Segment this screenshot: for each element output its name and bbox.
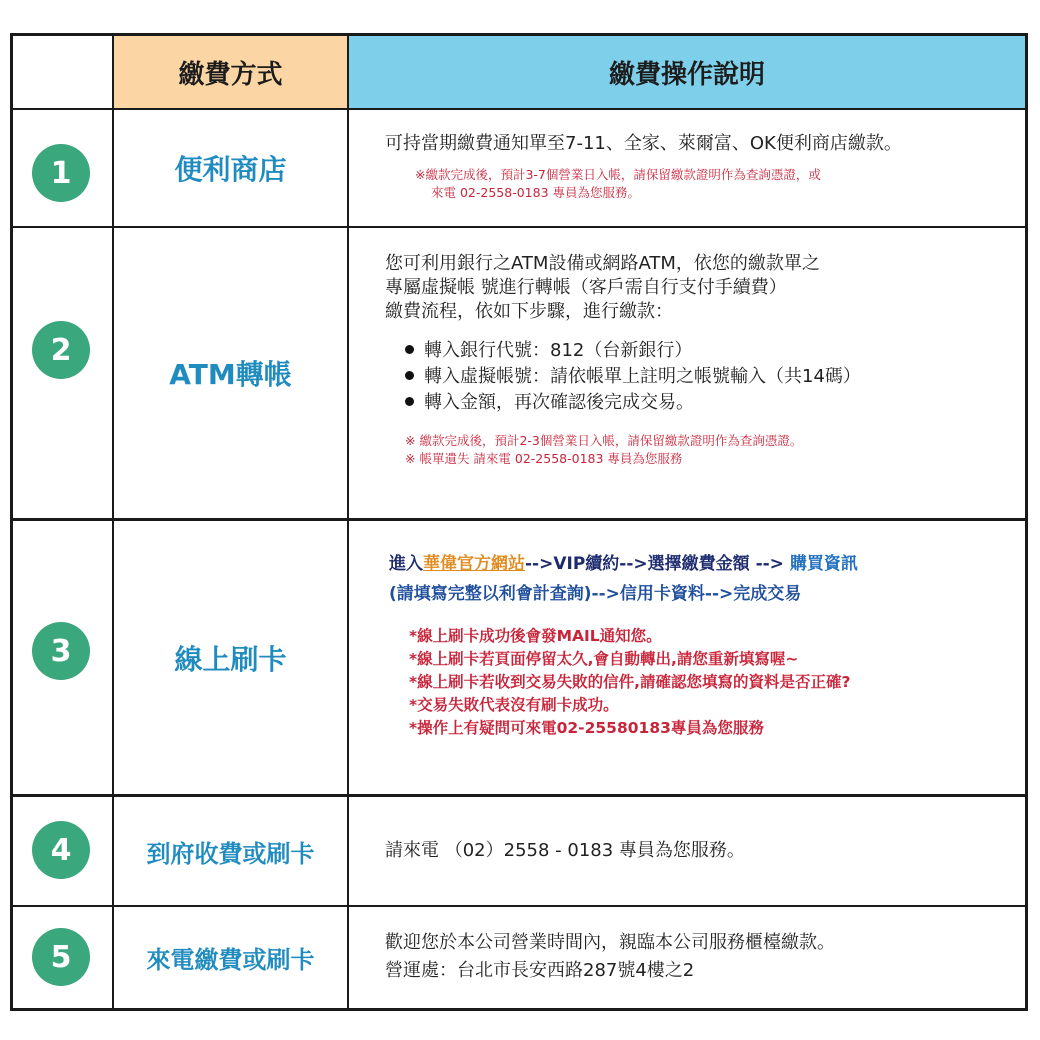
method-header [114,36,347,108]
bullet-item [405,390,1025,416]
description-cell [349,797,1025,905]
row-number-badge [32,622,90,680]
method-cell [114,228,347,518]
method-label: ATM轉帳 [169,358,292,391]
bullet-item [405,338,1025,364]
method-label: 到府收費或刷卡 [146,839,315,868]
row-number: 2 [50,332,72,368]
note-text: *線上刷卡若頁面停留太久,會自動轉出,請您重新填寫喔~ [409,650,799,668]
official-website-link[interactable]: 華偉官方網站 [423,554,525,574]
description-text: 請來電 （02）2558 - 0183 專員為您服務。 [385,840,745,861]
bullet-item [405,364,1025,390]
bullet-text: 轉入銀行代號：812（台新銀行） [424,340,693,361]
flow-text: 進入 [389,554,423,574]
online-flow-line [389,549,1025,579]
payment-table [10,33,1028,1011]
note-text: *線上刷卡若收到交易失敗的信件,請確認您填寫的資料是否正確? [409,673,851,691]
method-cell [114,110,347,226]
description-text: 營運處：台北市長安西路287號4樓之2 [385,960,695,981]
description-cell [349,228,1025,518]
flow-text: 購買資訊 [789,554,858,574]
method-cell [114,521,347,794]
bullet-dot [405,371,414,380]
row-number: 1 [50,155,72,191]
note-text: ※ 帳單遺失 請來電 02-2558-0183 專員為您服務 [405,451,683,466]
note-text: ※繳款完成後，預計3-7個營業日入帳，請保留繳款證明作為查詢憑證，或 [415,167,821,182]
description-text: 專屬虛擬帳 號進行轉帳（客戶需自行支付手續費） [385,277,787,298]
row-number-badge [32,144,90,202]
row-number-badge [32,928,90,986]
description-cell [349,110,1025,226]
method-cell [114,797,347,905]
row-number: 4 [50,832,72,868]
method-label: 便利商店 [174,153,287,186]
note-text: *線上刷卡成功後會發MAIL通知您。 [409,627,662,645]
note-text: *操作上有疑問可來電02-25580183專員為您服務 [409,719,764,737]
note-text: ※ 繳款完成後，預計2-3個營業日入帳，請保留繳款證明作為查詢憑證。 [405,433,803,448]
method-label: 來電繳費或刷卡 [146,946,315,974]
bullet-dot [405,345,414,354]
description-header-label: 繳費操作說明 [608,59,765,90]
description-text: 繳費流程，依如下步驟，進行繳款： [385,301,673,322]
description-cell [349,521,1025,794]
description-text: 可持當期繳費通知單至7-11、全家、萊爾富、OK便利商店繳款。 [385,133,902,154]
description-header [349,36,1025,108]
flow-text: -->VIP續約-->選擇繳費金額 --> [525,554,790,574]
method-header-label: 繳費方式 [178,59,283,90]
note-text: *交易失敗代表沒有刷卡成功。 [409,696,619,714]
description-text: 您可利用銀行之ATM設備或網路ATM，依您的繳款單之 [385,253,820,274]
method-label: 線上刷卡 [174,642,287,676]
row-number: 5 [50,939,72,975]
row-number-badge [32,321,90,379]
row-number-badge [32,821,90,879]
bullet-dot [405,397,414,406]
description-text: 歡迎您於本公司營業時間內，親臨本公司服務櫃檯繳款。 [385,932,835,953]
row-number: 3 [50,633,72,669]
note-text: 來電 02-2558-0183 專員為您服務。 [431,185,640,200]
description-cell [349,907,1025,1008]
online-flow-line: (請填寫完整以利會計查詢)-->信用卡資料-->完成交易 [389,584,802,604]
method-cell [114,907,347,1008]
bullet-text: 轉入虛擬帳號：請依帳單上註明之帳號輸入（共14碼） [424,366,861,387]
bullet-text: 轉入金額，再次確認後完成交易。 [424,392,694,413]
